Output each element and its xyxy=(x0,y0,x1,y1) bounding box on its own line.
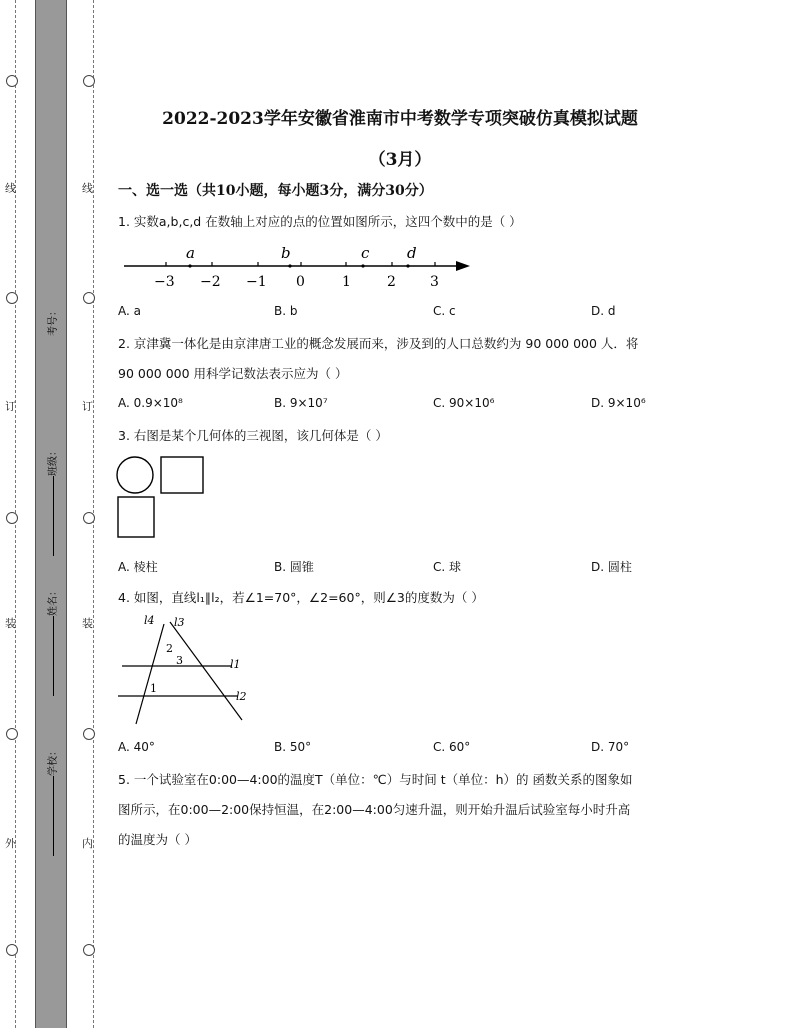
margin-char-zhuang-outer: 装 xyxy=(5,617,16,630)
exam-number-label: 考号： xyxy=(48,306,59,336)
point-b xyxy=(288,264,291,267)
angle-label-2: 2 xyxy=(166,642,173,655)
tick-label: −2 xyxy=(200,274,221,290)
q4-option-a[interactable]: A. 40° xyxy=(118,740,155,754)
tick-label: 2 xyxy=(387,274,396,290)
label-l2: l2 xyxy=(236,690,247,703)
angle-label-3: 3 xyxy=(176,654,183,667)
three-view-figure xyxy=(114,452,214,546)
binding-hole xyxy=(83,728,95,740)
margin-char-xian-outer: 线 xyxy=(5,182,16,195)
class-blank xyxy=(53,476,54,556)
binding-hole xyxy=(83,75,95,87)
q2-option-d[interactable]: D. 9×10⁶ xyxy=(591,396,646,410)
question-5-text-line1: 5. 一个试验室在0:00—4:00的温度T（单位：℃）与时间 t（单位：h）的 函数关系的图象如 xyxy=(118,772,633,787)
q3-option-d[interactable]: D. 圆柱 xyxy=(591,560,632,574)
tick-label: −3 xyxy=(154,274,175,290)
margin-char-nei: 内 xyxy=(82,837,93,850)
q4-option-b[interactable]: B. 50° xyxy=(274,740,312,754)
point-label-d: d xyxy=(407,244,417,262)
top-view-circle xyxy=(117,457,153,493)
binding-hole xyxy=(83,512,95,524)
exam-number-field[interactable] xyxy=(44,306,59,336)
label-l4: l4 xyxy=(144,614,155,627)
class-label: 班级： xyxy=(48,446,59,476)
question-5-text-line3: 的温度为（ ） xyxy=(118,832,197,847)
point-c xyxy=(361,264,364,267)
q1-option-b[interactable]: B. b xyxy=(274,304,298,318)
tick-label: 3 xyxy=(430,274,439,290)
margin-char-zhuang-inner: 装 xyxy=(82,617,93,630)
label-l1: l1 xyxy=(230,658,241,671)
name-label: 姓名： xyxy=(48,586,59,616)
q2-option-a[interactable]: A. 0.9×10⁸ xyxy=(118,396,183,410)
line-l4 xyxy=(136,624,164,724)
binding-hole xyxy=(83,292,95,304)
binding-hole xyxy=(6,728,18,740)
binding-hole xyxy=(83,944,95,956)
margin-char-wai: 外 xyxy=(5,837,16,850)
question-1-text: 1. 实数a,b,c,d 在数轴上对应的点的位置如图所示，这四个数中的是（ ） xyxy=(118,214,522,229)
point-d xyxy=(406,264,409,267)
q3-option-c[interactable]: C. 球 xyxy=(433,560,462,574)
side-view-rect xyxy=(118,497,154,537)
q2-option-c[interactable]: C. 90×10⁶ xyxy=(433,396,495,410)
q4-option-d[interactable]: D. 70° xyxy=(591,740,630,754)
margin-char-ding-outer: 订 xyxy=(5,400,16,413)
question-5-text-line2: 图所示，在0:00—2:00保持恒温，在2:00—4:00匀速升温，则开始升温后试验室每小时升高 xyxy=(118,802,631,817)
margin-char-xian-inner: 线 xyxy=(82,182,93,195)
number-line-arrow xyxy=(456,261,470,271)
tick-label: 0 xyxy=(296,274,305,290)
section-heading: 一、选一选（共10小题，每小题3分，满分30分） xyxy=(118,183,433,199)
school-label: 学校： xyxy=(48,746,59,776)
q2-option-b[interactable]: B. 9×10⁷ xyxy=(274,396,328,410)
margin-char-ding-inner: 订 xyxy=(82,400,93,413)
question-2-text-line1: 2. 京津冀一体化是由京津唐工业的概念发展而来，涉及到的人口总数约为 90 000 000 人．将 xyxy=(118,336,639,351)
name-field[interactable] xyxy=(44,586,59,700)
angle-label-1: 1 xyxy=(150,682,157,695)
line-l3 xyxy=(170,622,242,720)
tick-label: −1 xyxy=(246,274,267,290)
front-view-rect xyxy=(161,457,203,493)
point-a xyxy=(188,264,191,267)
point-label-c: c xyxy=(361,244,370,262)
school-blank xyxy=(53,776,54,856)
q1-option-a[interactable]: A. a xyxy=(118,304,141,318)
binding-hole xyxy=(6,292,18,304)
binding-hole xyxy=(6,944,18,956)
class-field[interactable] xyxy=(44,446,59,560)
point-label-b: b xyxy=(281,244,291,262)
q4-option-c[interactable]: C. 60° xyxy=(433,740,471,754)
q1-option-c[interactable]: C. c xyxy=(433,304,456,318)
question-3-text: 3. 右图是某个几何体的三视图，该几何体是（ ） xyxy=(118,428,388,443)
binding-hole xyxy=(6,75,18,87)
binding-hole xyxy=(6,512,18,524)
question-4-text: 4. 如图，直线l₁∥l₂，若∠1=70°，∠2=60°，则∠3的度数为（ ） xyxy=(118,590,484,605)
exam-title: 2022-2023学年安徽省淮南市中考数学专项突破仿真模拟试题 xyxy=(162,109,638,129)
label-l3: l3 xyxy=(174,616,185,629)
question-2-text-line2: 90 000 000 用科学记数法表示应为（ ） xyxy=(118,366,348,381)
exam-subtitle: （3月） xyxy=(368,150,432,170)
tick-label: 1 xyxy=(342,274,351,290)
number-line-figure xyxy=(118,240,478,292)
point-label-a: a xyxy=(186,244,195,262)
name-blank xyxy=(53,616,54,696)
school-field[interactable] xyxy=(44,746,59,860)
q3-option-b[interactable]: B. 圆锥 xyxy=(274,560,314,574)
q1-option-d[interactable]: D. d xyxy=(591,304,616,318)
parallel-lines-figure xyxy=(114,612,254,726)
q3-option-a[interactable]: A. 棱柱 xyxy=(118,560,158,574)
